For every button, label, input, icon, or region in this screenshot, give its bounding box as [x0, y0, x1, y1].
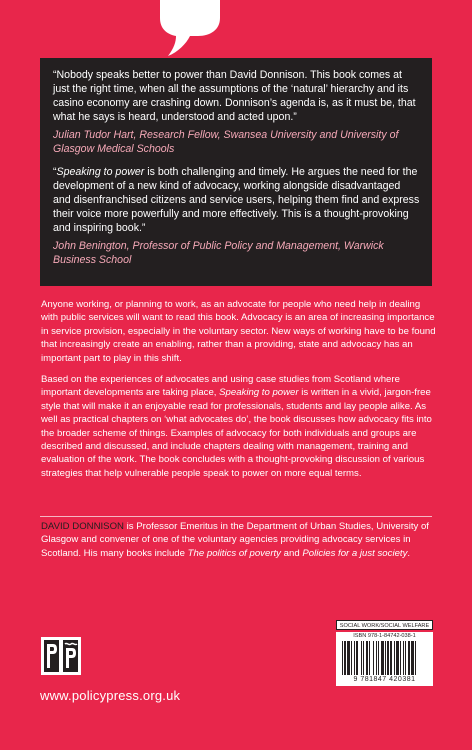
- barcode-bar: [394, 641, 395, 675]
- barcode-bar: [387, 641, 389, 675]
- barcode-bar: [366, 641, 368, 675]
- barcode-bar: [369, 641, 370, 675]
- policy-press-logo: [41, 637, 81, 675]
- author-book-1: The politics of poverty: [187, 547, 281, 559]
- author-name: DAVID DONNISON: [41, 521, 124, 532]
- website-url: www.policypress.org.uk: [40, 688, 181, 703]
- quote-2-rest: is both challenging and timely. He argues the need for the development of a new kind of advocacy, working alongside disadvantaged and disenfranchised citizens and service users, helping them find and express their voice more powerfully and more effectively. This is a thought-provoking and inspiring book.”: [53, 166, 420, 234]
- author-bio-text: is Professor Emeritus in the Department of Urban Studies, University of Glasgow and convener of one of the voluntary agencies providing advocacy services in Scotland. His many books include: [41, 521, 429, 559]
- barcode-bar: [408, 641, 410, 675]
- barcode-bar: [390, 641, 392, 675]
- author-bio-end: .: [407, 547, 411, 559]
- quote-2-attribution: John Benington, Professor of Public Policy and Management, Warwick Business School: [53, 240, 384, 266]
- barcode-bar: [400, 641, 401, 675]
- barcode-bar: [411, 641, 414, 675]
- barcode-bar: [344, 641, 346, 675]
- quote-1-attribution: Julian Tudor Hart, Research Fellow, Swansea University and University of Glasgow Medical Schools: [53, 129, 399, 155]
- barcode-bar: [385, 641, 386, 675]
- barcode-bar: [354, 641, 355, 675]
- quote-2-text: [53, 165, 420, 235]
- barcode-bar: [376, 641, 377, 675]
- divider: [40, 516, 432, 517]
- description-paragraph-2: [41, 373, 437, 480]
- barcode-bar: [415, 641, 416, 675]
- quote-2-book-title: Speaking to power: [56, 166, 145, 178]
- barcode-bar: [403, 641, 404, 675]
- description-paragraph-1: Anyone working, or planning to work, as an advocate for people who need help in dealing with public services will want to read this book. Advocacy is an area of increasing importance in service provision, especially in the voluntary sector. New ways of working have to be found that increasingly create an enabling, rather than a providing, state and advocacy has an important part to play in this shift.: [41, 299, 436, 364]
- description-book-title: Speaking to power: [219, 387, 299, 399]
- description-p2-end: is written in a vivid, jargon-free style that will make it an enjoyable read for professionals, students and lay people alike. As well as practical chapters on ‘what advocates do’, the book discusses how advocacy fits into the broader scheme of things. Examples of advocacy for both individuals and groups are described and discussed, and include chapters dealing with management, training and evaluation of the work. The book concludes with a thought-provoking discussion of various strategies that help vulnerable people speak to power on more equal terms.: [41, 387, 432, 479]
- isbn: ISBN 978-1-84742-038-1: [353, 633, 416, 639]
- barcode-bar: [405, 641, 406, 675]
- barcode-bar: [378, 641, 379, 675]
- barcode-bar: [347, 641, 350, 675]
- barcode-bar: [351, 641, 352, 675]
- author-bio-and: and: [280, 547, 303, 559]
- quote-box: [40, 58, 432, 286]
- description: [41, 298, 437, 488]
- barcode-bar: [373, 641, 374, 675]
- author-book-2: Policies for a just society: [302, 547, 408, 559]
- barcode-number: 9 781847 420381: [353, 676, 416, 683]
- speech-bubble-tail: [160, 0, 220, 58]
- barcode-bar: [396, 641, 399, 675]
- barcode-box: [336, 632, 433, 686]
- author-bio: [41, 520, 437, 560]
- quote-2-open: “: [53, 166, 57, 178]
- barcode-bar: [342, 641, 343, 675]
- barcode-bar: [361, 641, 362, 675]
- barcode-bar: [381, 641, 384, 675]
- barcode-bar: [356, 641, 358, 675]
- barcode-bar: [363, 641, 364, 675]
- description-p2-start: Based on the experiences of advocates and using case studies from Scotland where important developments are taking place,: [41, 374, 400, 399]
- quote-1-text: “Nobody speaks better to power than David Donnison. This book comes at just the right time, when all the assumptions of the ‘natural’ hierarchy and its casino economy are crashing down. Donnison’s agenda is, as it must be, that what he says is heard, understood and acted upon.”: [53, 69, 416, 123]
- category-label: SOCIAL WORK/SOCIAL WELFARE: [336, 620, 433, 630]
- barcode: [342, 641, 427, 675]
